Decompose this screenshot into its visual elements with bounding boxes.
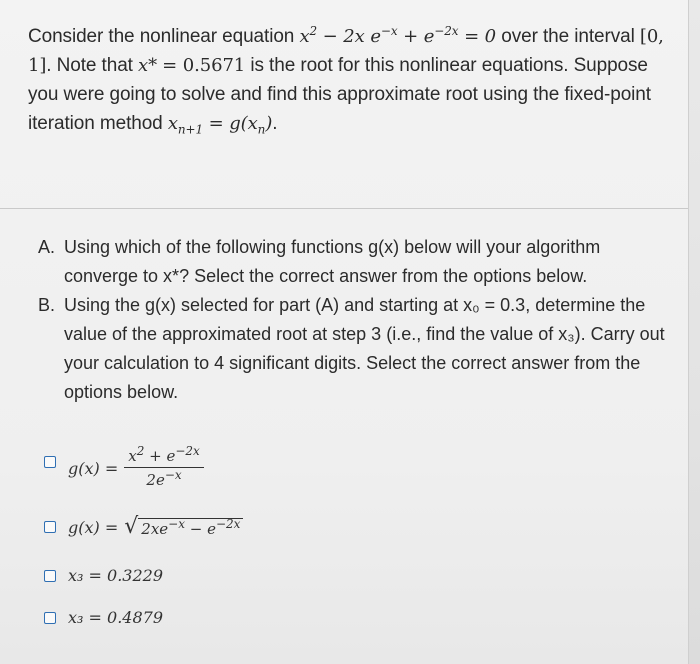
option-2[interactable] — [44, 516, 243, 538]
part-a-label: A. — [38, 237, 56, 257]
part-a-text: Using which of the following functions g(x) below will your algorithm converge to x*? Select the correct answer from the options below. — [64, 237, 601, 286]
question-body: is the root for this nonlinear equations. Suppose you were going to solve and find this approximate root using the fixed-point iteration method — [28, 55, 651, 134]
option-2-radicand: $2xe^{-x} - e^{-2x}$ — [138, 518, 243, 538]
period: . — [272, 113, 278, 134]
note-text: . Note that — [46, 55, 133, 76]
checkbox-option-1[interactable] — [44, 456, 56, 468]
option-2-sqrt — [124, 516, 243, 538]
option-1-lhs: g(x) = — [68, 458, 119, 478]
iteration-formula: $x_{n+1} = g(x_n)$ — [167, 113, 273, 137]
option-2-lhs: g(x) = — [68, 517, 119, 537]
interval: [0, 1] — [28, 26, 664, 76]
option-1-fraction — [124, 444, 204, 489]
part-b-label: B. — [38, 295, 56, 315]
question-text — [28, 22, 668, 138]
question-parts — [38, 233, 678, 407]
part-b — [38, 291, 678, 407]
part-a — [38, 233, 678, 291]
checkbox-option-2[interactable] — [44, 521, 56, 533]
option-3[interactable] — [44, 566, 163, 585]
sqrt-symbol: √ — [124, 514, 139, 539]
option-4[interactable] — [44, 608, 163, 627]
root-symbol: x* — [138, 55, 157, 76]
part-b-text: Using the g(x) selected for part (A) and starting at x₀ = 0.3, determine the value of the approximated root at step 3 (i.e., find the value of x₃). Carry out your calculation to 4 significant digits. Select the correct answer from the options below. — [64, 295, 665, 402]
question-lead: Consider the nonlinear equation — [28, 26, 295, 47]
option-1-denominator: $2e^{-x}$ — [146, 468, 182, 489]
option-1-numerator: $x^2 + e^{-2x}$ — [124, 447, 204, 468]
option-1[interactable] — [44, 444, 204, 489]
checkbox-option-4[interactable] — [44, 612, 56, 624]
option-3-text: x₃ = 0.3229 — [68, 566, 163, 585]
checkbox-option-3[interactable] — [44, 570, 56, 582]
option-4-text: x₃ = 0.4879 — [68, 608, 163, 627]
over-text: over the interval — [501, 26, 635, 47]
divider — [0, 208, 688, 209]
root-value: = 0.5671 — [162, 55, 246, 76]
equation: $x^2 - 2x$ $e^{-x} + e^{-2x} = 0$ — [299, 24, 497, 47]
